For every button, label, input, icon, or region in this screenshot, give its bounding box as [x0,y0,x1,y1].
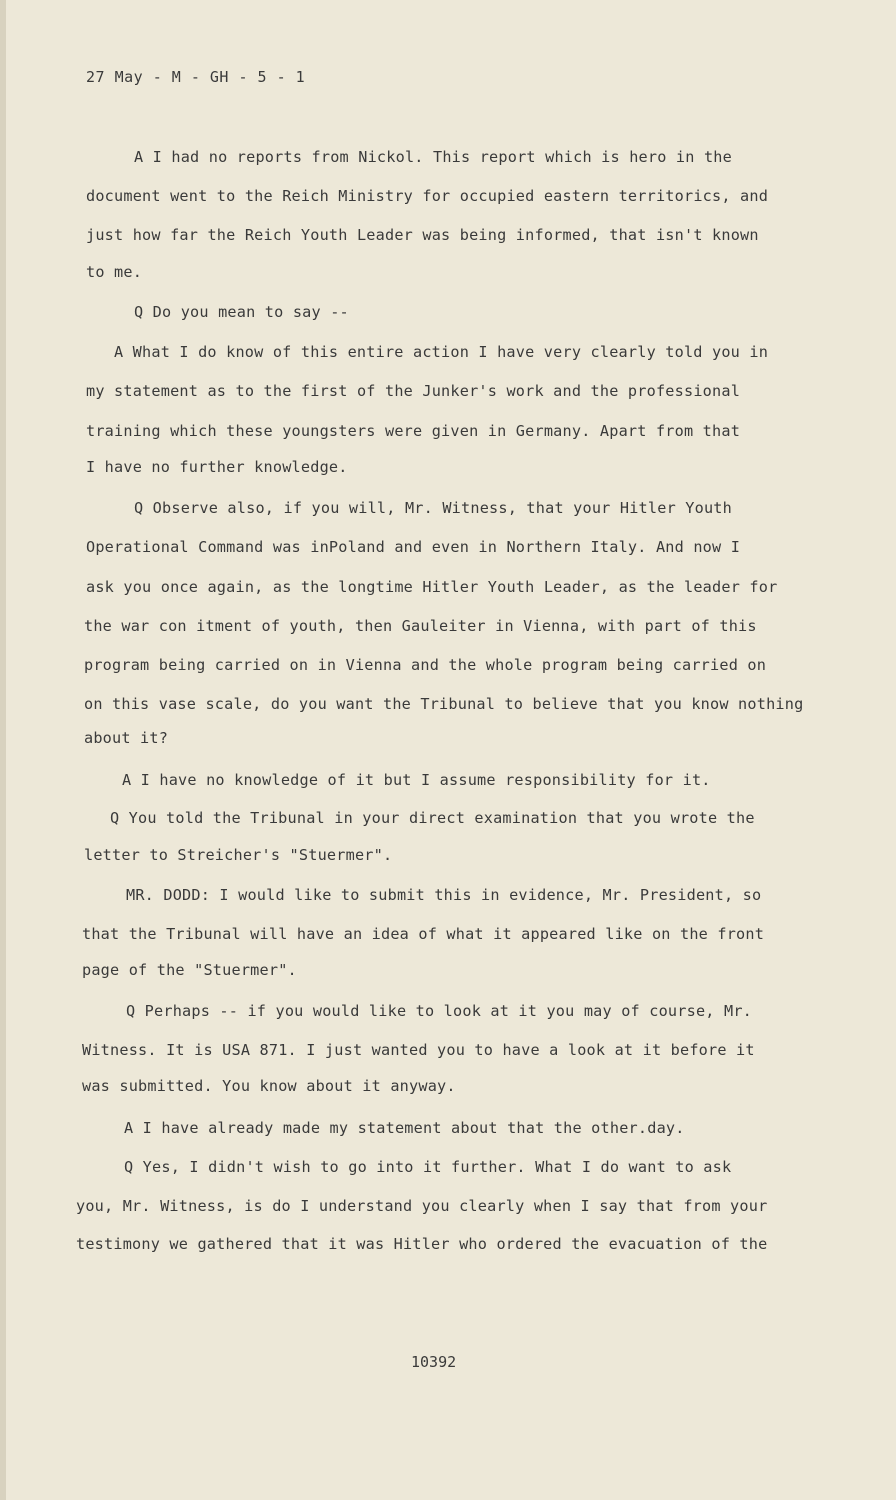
text-line: you, Mr. Witness, is do I understand you clearly when I say that from your [76,1197,768,1215]
text-line: MR. DODD: I would like to submit this in evidence, Mr. President, so [126,886,762,904]
text-line: just how far the Reich Youth Leader was being informed, that isn't known [86,226,759,244]
text-line: the war con itment of youth, then Gauleiter in Vienna, with part of this [84,617,757,635]
text-line: Q Perhaps -- if you would like to look at it you may of course, Mr. [126,1002,753,1020]
text-line: that the Tribunal will have an idea of what it appeared like on the front [82,925,765,943]
page-number: 10392 [411,1353,457,1371]
text-line: Q Yes, I didn't wish to go into it further. What I do want to ask [124,1158,732,1176]
text-line: Witness. It is USA 871. I just wanted you to have a look at it before it [82,1041,755,1059]
text-line: ask you once again, as the longtime Hitler Youth Leader, as the leader for [86,578,778,596]
text-line: Operational Command was inPoland and even in Northern Italy. And now I [86,538,741,556]
text-line: document went to the Reich Ministry for occupied eastern territorics, and [86,187,769,205]
text-line: Q Do you mean to say -- [134,303,349,321]
text-line: Q Observe also, if you will, Mr. Witness, that your Hitler Youth [134,499,732,517]
text-line: to me. [86,263,143,281]
text-line: page of the "Stuermer". [82,961,297,979]
text-line: was submitted. You know about it anyway. [82,1077,456,1095]
text-line: program being carried on in Vienna and the whole program being carried on [84,656,767,674]
text-line: A I have already made my statement about that the other.day. [124,1119,685,1137]
text-line: testimony we gathered that it was Hitler who ordered the evacuation of the [76,1235,768,1253]
text-line: Q You told the Tribunal in your direct examination that you wrote the [110,809,755,827]
text-line: training which these youngsters were given in Germany. Apart from that [86,422,741,440]
text-line: A What I do know of this entire action I have very clearly told you in [114,343,769,361]
text-line: my statement as to the first of the Junker's work and the professional [86,382,741,400]
text-line: A I had no reports from Nickol. This report which is hero in the [134,148,732,166]
document-reference: 27 May - M - GH - 5 - 1 [86,68,306,86]
text-line: about it? [84,729,169,747]
text-line: I have no further knowledge. [86,458,348,476]
text-line: on this vase scale, do you want the Tribunal to believe that you know nothing [84,695,804,713]
text-line: letter to Streicher's "Stuermer". [84,846,393,864]
text-line: A I have no knowledge of it but I assume responsibility for it. [122,771,711,789]
